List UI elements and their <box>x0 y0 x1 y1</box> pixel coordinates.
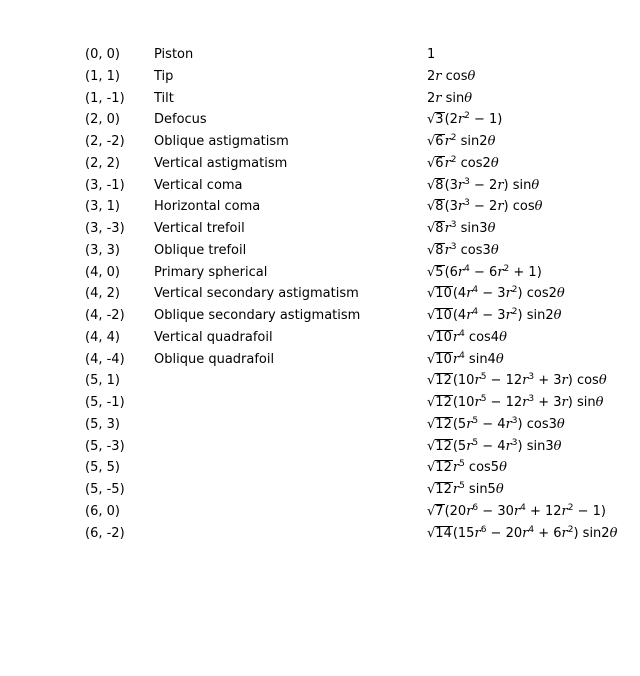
zernike-index: (2, -2) <box>85 134 125 149</box>
sqrt-icon: √ <box>427 155 436 171</box>
polynomial-formula <box>427 88 472 110</box>
aberration-name: Primary spherical <box>154 264 268 280</box>
formula-expression: $(20r^6 - 30r^4 + 12r^2 - 1)$ <box>444 502 606 519</box>
polynomial-formula <box>427 392 603 414</box>
sqrt-icon: √ <box>427 395 436 410</box>
table-row <box>0 349 640 371</box>
polynomial-formula <box>427 523 617 545</box>
zernike-index: (3, -3) <box>85 221 125 236</box>
sqrt-radicand: 8 <box>435 242 444 258</box>
zernike-index: (6, 0) <box>85 503 120 519</box>
aberration-name: Defocus <box>154 112 207 128</box>
sqrt-coefficient <box>427 370 453 392</box>
polynomial-formula <box>427 131 495 153</box>
table-row <box>0 370 640 392</box>
sqrt-radicand: 12 <box>435 482 452 497</box>
formula-expression: $r^2$ sin2θ <box>444 133 496 149</box>
zernike-index: (3, 3) <box>85 242 120 258</box>
sqrt-icon: √ <box>427 242 436 258</box>
zernike-index: (5, -3) <box>85 438 125 454</box>
polynomial-formula <box>427 66 475 88</box>
polynomial-formula <box>427 349 504 371</box>
table-row <box>0 305 640 327</box>
aberration-name: Oblique trefoil <box>154 242 247 258</box>
aberration-name: Vertical trefoil <box>154 221 245 236</box>
sqrt-icon: √ <box>427 460 436 476</box>
sqrt-coefficient <box>427 196 445 218</box>
zernike-index: (3, -1) <box>85 177 125 193</box>
formula-expression: $(5r^5 - 4r^3)$ cos3θ <box>452 415 565 432</box>
zernike-index: (4, -4) <box>85 351 125 367</box>
formula-expression: $r^4$ cos4θ <box>452 328 507 345</box>
sqrt-coefficient <box>427 131 445 153</box>
zernike-index: (5, -5) <box>85 482 125 497</box>
sqrt-coefficient <box>427 392 453 414</box>
sqrt-coefficient <box>427 523 453 545</box>
aberration-name: Oblique quadrafoil <box>154 351 275 367</box>
table-row <box>0 436 640 458</box>
polynomial-formula <box>427 109 502 131</box>
formula-expression: 2r sinθ <box>427 90 473 106</box>
sqrt-icon: √ <box>427 177 436 193</box>
zernike-index: (1, 1) <box>85 68 120 84</box>
polynomial-formula <box>427 44 435 66</box>
sqrt-radicand: 6 <box>435 155 444 171</box>
aberration-name: Vertical secondary astigmatism <box>154 286 359 302</box>
sqrt-icon: √ <box>427 416 436 432</box>
formula-expression: $(4r^4 - 3r^2)$ cos2θ <box>452 285 565 302</box>
polynomial-formula <box>427 414 565 436</box>
table-row <box>0 66 640 88</box>
sqrt-radicand: 5 <box>435 264 444 280</box>
aberration-name: Tilt <box>154 90 174 106</box>
sqrt-icon: √ <box>427 525 436 541</box>
formula-expression: $r^3$ cos3θ <box>444 241 499 258</box>
aberration-name: Piston <box>154 47 194 62</box>
table-row <box>0 44 640 66</box>
table-row <box>0 283 640 305</box>
zernike-index: (2, 0) <box>85 112 120 128</box>
polynomial-formula <box>427 175 539 197</box>
table-row <box>0 153 640 175</box>
table-row <box>0 131 640 153</box>
formula-expression: $(10r^5 - 12r^3 + 3r)$ sinθ <box>452 394 604 410</box>
polynomial-formula <box>427 153 499 175</box>
sqrt-radicand: 14 <box>435 525 452 541</box>
sqrt-icon: √ <box>427 199 436 215</box>
polynomial-formula <box>427 370 607 392</box>
zernike-index: (4, 2) <box>85 286 120 302</box>
sqrt-radicand: 12 <box>435 395 452 410</box>
sqrt-coefficient <box>427 327 453 349</box>
polynomial-formula <box>427 436 561 458</box>
sqrt-icon: √ <box>427 438 436 454</box>
sqrt-icon: √ <box>427 264 436 280</box>
polynomial-formula <box>427 262 542 284</box>
sqrt-radicand: 8 <box>435 221 444 236</box>
sqrt-icon: √ <box>427 221 436 236</box>
formula-expression: $r^4$ sin4θ <box>452 350 504 367</box>
zernike-index: (1, -1) <box>85 90 125 106</box>
table-row <box>0 175 640 197</box>
aberration-name: Oblique astigmatism <box>154 134 289 149</box>
table-row <box>0 262 640 284</box>
sqrt-coefficient <box>427 218 445 240</box>
sqrt-radicand: 10 <box>435 351 452 367</box>
formula-expression: $r^2$ cos2θ <box>444 154 499 171</box>
zernike-index: (4, 0) <box>85 264 120 280</box>
sqrt-icon: √ <box>427 286 436 302</box>
zernike-index: (4, 4) <box>85 329 120 345</box>
polynomial-formula <box>427 479 504 501</box>
sqrt-coefficient <box>427 175 445 197</box>
sqrt-coefficient <box>427 109 445 131</box>
sqrt-icon: √ <box>427 482 436 497</box>
table-row <box>0 414 640 436</box>
polynomial-formula <box>427 218 495 240</box>
table-row <box>0 327 640 349</box>
polynomial-formula <box>427 283 565 305</box>
zernike-index: (0, 0) <box>85 47 120 62</box>
sqrt-radicand: 10 <box>435 329 452 345</box>
aberration-name: Tip <box>154 68 174 84</box>
sqrt-radicand: 10 <box>435 308 452 323</box>
formula-expression: $(4r^4 - 3r^2)$ sin2θ <box>452 307 562 323</box>
zernike-index: (5, 3) <box>85 416 120 432</box>
formula-expression: $(6r^4 - 6r^2 + 1)$ <box>444 263 542 280</box>
polynomial-formula <box>427 457 507 479</box>
sqrt-coefficient <box>427 479 453 501</box>
sqrt-icon: √ <box>427 112 436 128</box>
sqrt-coefficient <box>427 436 453 458</box>
polynomial-formula <box>427 501 606 523</box>
sqrt-coefficient <box>427 305 453 327</box>
sqrt-icon: √ <box>427 329 436 345</box>
zernike-index: (5, 5) <box>85 460 120 476</box>
sqrt-icon: √ <box>427 373 436 389</box>
aberration-name: Oblique secondary astigmatism <box>154 308 361 323</box>
table-row <box>0 479 640 501</box>
formula-expression: $(3r^3 - 2r)$ cosθ <box>444 198 543 215</box>
polynomial-formula <box>427 196 542 218</box>
sqrt-radicand: 8 <box>435 177 444 193</box>
zernike-index: (6, -2) <box>85 525 125 541</box>
table-row <box>0 457 640 479</box>
table-row <box>0 109 640 131</box>
table-row <box>0 218 640 240</box>
table-row <box>0 523 640 545</box>
polynomial-formula <box>427 305 561 327</box>
aberration-name: Horizontal coma <box>154 199 261 215</box>
sqrt-icon: √ <box>427 503 436 519</box>
sqrt-coefficient <box>427 283 453 305</box>
zernike-index: (2, 2) <box>85 155 120 171</box>
sqrt-icon: √ <box>427 134 436 149</box>
sqrt-coefficient <box>427 457 453 479</box>
sqrt-coefficient <box>427 153 445 175</box>
sqrt-radicand: 8 <box>435 199 444 215</box>
formula-expression: $r^3$ sin3θ <box>444 220 496 236</box>
formula-expression: $(2r^2 - 1)$ <box>444 111 503 128</box>
formula-expression: $(10r^5 - 12r^3 + 3r)$ cosθ <box>452 372 607 389</box>
sqrt-coefficient <box>427 414 453 436</box>
aberration-name: Vertical astigmatism <box>154 155 288 171</box>
sqrt-radicand: 12 <box>435 438 452 454</box>
table-row <box>0 501 640 523</box>
formula-expression: $r^5$ cos5θ <box>452 459 507 476</box>
sqrt-icon: √ <box>427 308 436 323</box>
sqrt-radicand: 3 <box>435 112 444 128</box>
table-row <box>0 392 640 414</box>
sqrt-radicand: 10 <box>435 286 452 302</box>
zernike-index: (5, -1) <box>85 395 125 410</box>
zernike-index: (5, 1) <box>85 373 120 389</box>
sqrt-radicand: 7 <box>435 503 444 519</box>
aberration-name: Vertical coma <box>154 177 243 193</box>
table-row <box>0 88 640 110</box>
table-row <box>0 240 640 262</box>
zernike-index: (4, -2) <box>85 308 125 323</box>
formula-expression: $(3r^3 - 2r)$ sinθ <box>444 176 540 193</box>
sqrt-radicand: 12 <box>435 460 452 476</box>
aberration-name: Vertical quadrafoil <box>154 329 273 345</box>
zernike-index: (3, 1) <box>85 199 120 215</box>
sqrt-radicand: 6 <box>435 134 444 149</box>
formula-expression: $(15r^6 - 20r^4 + 6r^2)$ sin2θ <box>452 524 618 541</box>
sqrt-icon: √ <box>427 351 436 367</box>
formula-expression: $(5r^5 - 4r^3)$ sin3θ <box>452 437 562 454</box>
polynomial-formula <box>427 327 507 349</box>
sqrt-coefficient <box>427 349 453 371</box>
sqrt-coefficient <box>427 501 445 523</box>
formula-expression: 2r cosθ <box>427 68 476 84</box>
formula-expression: $r^5$ sin5θ <box>452 481 504 497</box>
sqrt-coefficient <box>427 240 445 262</box>
sqrt-radicand: 12 <box>435 416 452 432</box>
formula-expression: 1 <box>427 47 436 62</box>
sqrt-radicand: 12 <box>435 373 452 389</box>
table-row <box>0 196 640 218</box>
polynomial-formula <box>427 240 499 262</box>
sqrt-coefficient <box>427 262 445 284</box>
